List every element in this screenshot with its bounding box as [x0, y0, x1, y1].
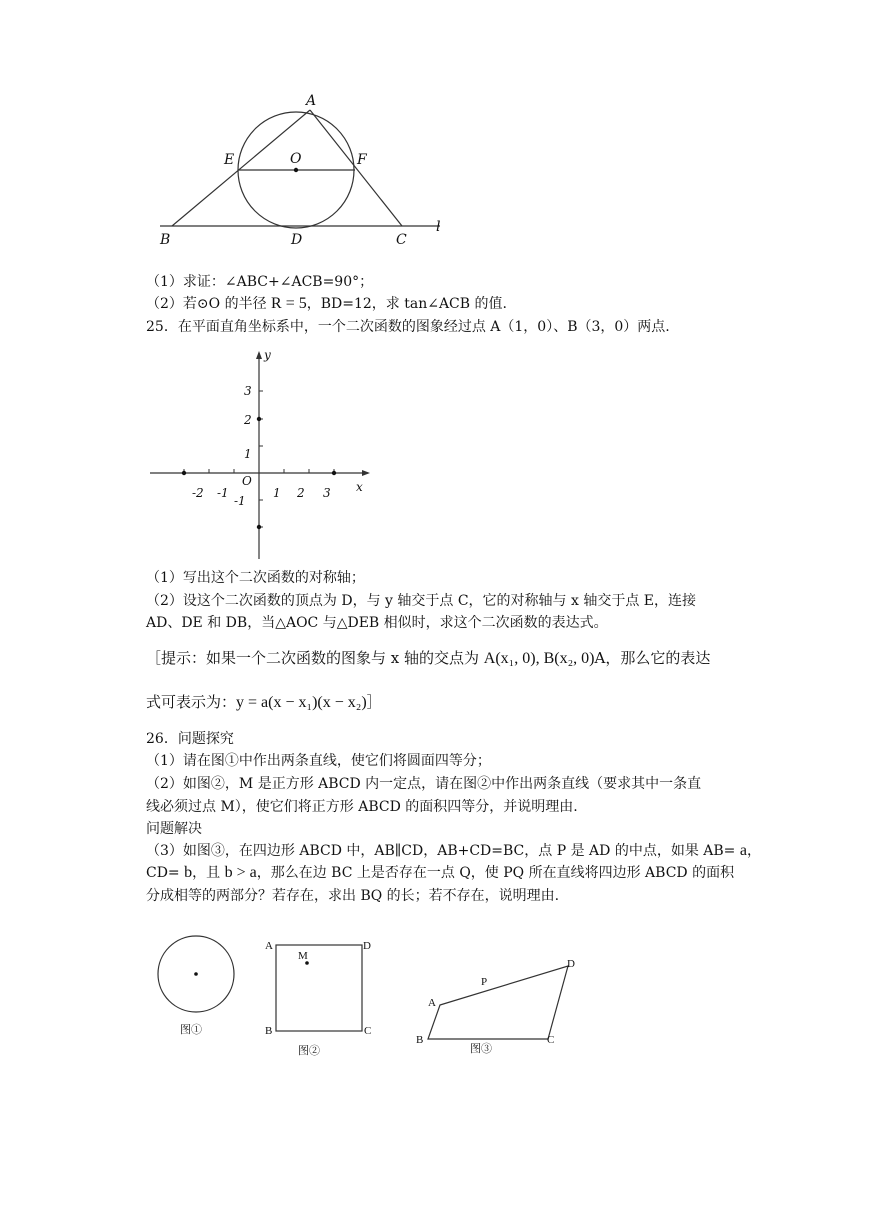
x-axis-label: x	[356, 480, 363, 494]
q26-part3-line2	[146, 864, 734, 882]
q25-part1: （1）写出这个二次函数的对称轴；	[146, 570, 365, 586]
x-tick-label: 3	[323, 486, 331, 500]
circle-tangent-figure	[150, 88, 460, 248]
x-tick-label: 1	[273, 486, 281, 500]
segment-ac	[310, 110, 402, 226]
y-tick-label: 2	[244, 413, 252, 427]
segment-ab	[172, 110, 310, 226]
q24-radius-formula: R = 5	[271, 295, 307, 312]
q25-title: 25．在平面直角坐标系中，一个二次函数的图象经过点 A（1，0）、B（3，0）两点.	[146, 319, 670, 335]
label-l: l	[436, 219, 441, 235]
label-a: A	[306, 93, 317, 109]
hint-expression-formula: y = a(x − x₁)(x − x₂)	[236, 694, 367, 711]
q26-part3-line3: 分成相等的两部分？若存在，求出 BQ 的长；若不存在，说明理由.	[146, 888, 560, 904]
q24-part2-text-b: ，BD=12，求 tan∠ACB 的值.	[306, 296, 507, 312]
fig3-label-d: D	[567, 958, 575, 970]
p3-inequality: b > a	[224, 864, 257, 881]
q25-hint-line2	[146, 693, 382, 712]
q25-part2-line2: AD、DE 和 DB，当△AOC 与△DEB 相似时，求这个二次函数的表达式。	[146, 615, 608, 631]
center-point-o	[294, 168, 298, 172]
fig3-label-c: C	[547, 1034, 555, 1046]
hint-text-d: ］	[366, 693, 382, 711]
label-e: E	[224, 152, 235, 168]
q25-hint-line1	[146, 649, 710, 668]
fig2-label-b: B	[265, 1025, 273, 1037]
label-o: O	[290, 151, 302, 167]
p3-text-a: （3）如图③，在四边形 ABCD 中，AB∥CD，AB+CD=BC，点 P 是 AD 的中点，如果 AB=	[146, 843, 740, 859]
q25-part2-line1: （2）设这个二次函数的顶点为 D，与 y 轴交于点 C，它的对称轴与 x 轴交于点 E，连接	[146, 593, 697, 609]
fig2-label-c: C	[364, 1025, 372, 1037]
label-b: B	[160, 232, 171, 248]
coordinate-axes-figure	[146, 345, 376, 565]
label-f: F	[357, 152, 367, 168]
fig3-caption: 图③	[470, 1043, 492, 1055]
p3-text-d: ，且	[192, 865, 225, 881]
hint-text-b: A，那么它的表达	[594, 649, 711, 667]
x-axis-arrow	[362, 470, 370, 476]
bottom-figures	[150, 930, 600, 1060]
y-tick-label: 1	[244, 447, 252, 461]
origin-label: O	[242, 474, 252, 488]
q26-part2-line1: （2）如图②，M 是正方形 ABCD 内一定点，请在图②中作出两条直线（要求其中一条直	[146, 776, 702, 792]
q26-part3-line1	[146, 842, 761, 860]
q26-section-heading: 问题解决	[146, 821, 202, 837]
x-tick-label: -1	[217, 486, 229, 500]
point-x-minus-3	[182, 471, 186, 475]
q24-part1: （1）求证：∠ABC+∠ACB=90°；	[146, 274, 374, 290]
y-tick-label: -1	[234, 494, 246, 508]
p3-text-c: CD=	[146, 865, 185, 881]
y-axis-arrow	[256, 351, 262, 359]
label-c: C	[396, 232, 407, 248]
p3-var-b: b	[184, 864, 193, 881]
fig3-quadrilateral	[428, 966, 568, 1039]
fig3-label-p: P	[481, 976, 488, 988]
fig2-label-m: M	[298, 950, 308, 962]
p3-var-a: a	[739, 842, 747, 859]
hint-text-c: 式可表示为：	[146, 693, 237, 711]
hint-points-formula: A(x₁, 0), B(x₂, 0)	[483, 650, 595, 667]
point-y-minus-2	[257, 525, 261, 529]
hint-text-a: ［提示：如果一个二次函数的图象与 x 轴的交点为	[146, 649, 484, 667]
fig2-label-d: D	[363, 940, 371, 952]
label-d: D	[291, 232, 303, 248]
p3-text-e: ，那么在边 BC 上是否存在一点 Q，使 PQ 所在直线将四边形 ABCD 的面积	[256, 865, 735, 881]
fig3-label-b: B	[416, 1034, 424, 1046]
fig1-center-point	[194, 972, 198, 976]
q26-part1: （1）请在图①中作出两条直线，使它们将圆面四等分；	[146, 753, 491, 769]
fig2-caption: 图②	[298, 1045, 320, 1057]
fig3-label-a: A	[428, 997, 436, 1009]
x-tick-label: -2	[192, 486, 204, 500]
point-y-2	[257, 417, 261, 421]
y-tick-label: 3	[244, 384, 252, 398]
fig2-label-a: A	[265, 940, 273, 952]
q24-part2-text-a: （2）若⊙O 的半径	[146, 296, 272, 312]
fig2-square	[276, 945, 362, 1031]
y-axis-label: y	[264, 348, 271, 362]
p3-text-b: ，	[746, 843, 761, 859]
q26-title: 26．问题探究	[146, 731, 234, 747]
point-x-3	[332, 471, 336, 475]
x-tick-label: 2	[297, 486, 305, 500]
fig1-caption: 图①	[180, 1024, 202, 1036]
q26-part2-line2: 线必须过点 M），使它们将正方形 ABCD 的面积四等分，并说明理由.	[146, 799, 578, 815]
q24-part2	[146, 295, 507, 313]
